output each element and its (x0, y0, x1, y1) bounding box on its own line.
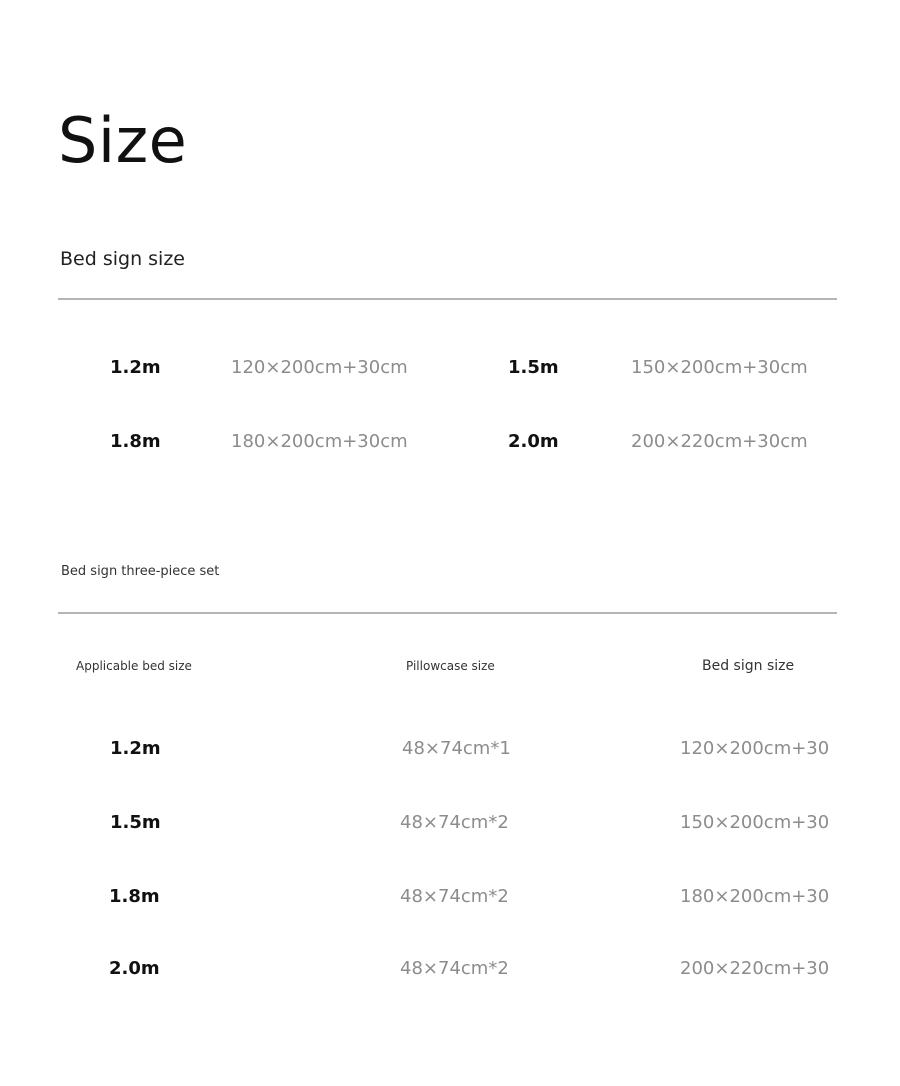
pillowcase-cell: 48×74cm*2 (400, 886, 509, 907)
page-title: Size (58, 104, 188, 177)
pillowcase-cell: 48×74cm*2 (400, 958, 509, 979)
pillowcase-cell: 48×74cm*2 (400, 812, 509, 833)
section-divider (58, 612, 837, 614)
sheet-size-cell: 180×200cm+30 (680, 886, 830, 907)
size-label: 1.2m (110, 357, 161, 378)
sheet-size-cell: 200×220cm+30 (680, 958, 830, 979)
size-dimensions: 200×220cm+30cm (631, 431, 808, 452)
three-piece-set-heading: Bed sign three-piece set (61, 564, 220, 579)
size-dimensions: 180×200cm+30cm (231, 431, 408, 452)
sheet-size-cell: 120×200cm+30 (680, 738, 830, 759)
size-label: 1.8m (110, 431, 161, 452)
bed-size-cell: 2.0m (109, 958, 160, 979)
bed-size-cell: 1.8m (109, 886, 160, 907)
pillowcase-cell: 48×74cm*1 (402, 738, 511, 759)
section-divider (58, 298, 837, 300)
sheet-size-cell: 150×200cm+30 (680, 812, 830, 833)
column-header-sheet-size: Bed sign size (702, 658, 795, 674)
size-dimensions: 150×200cm+30cm (631, 357, 808, 378)
size-label: 1.5m (508, 357, 559, 378)
bed-size-cell: 1.5m (110, 812, 161, 833)
size-dimensions: 120×200cm+30cm (231, 357, 408, 378)
bed-sign-size-heading: Bed sign size (60, 248, 185, 270)
column-header-bed-size: Applicable bed size (76, 659, 192, 673)
bed-size-cell: 1.2m (110, 738, 161, 759)
column-header-pillowcase: Pillowcase size (406, 659, 495, 673)
size-label: 2.0m (508, 431, 559, 452)
